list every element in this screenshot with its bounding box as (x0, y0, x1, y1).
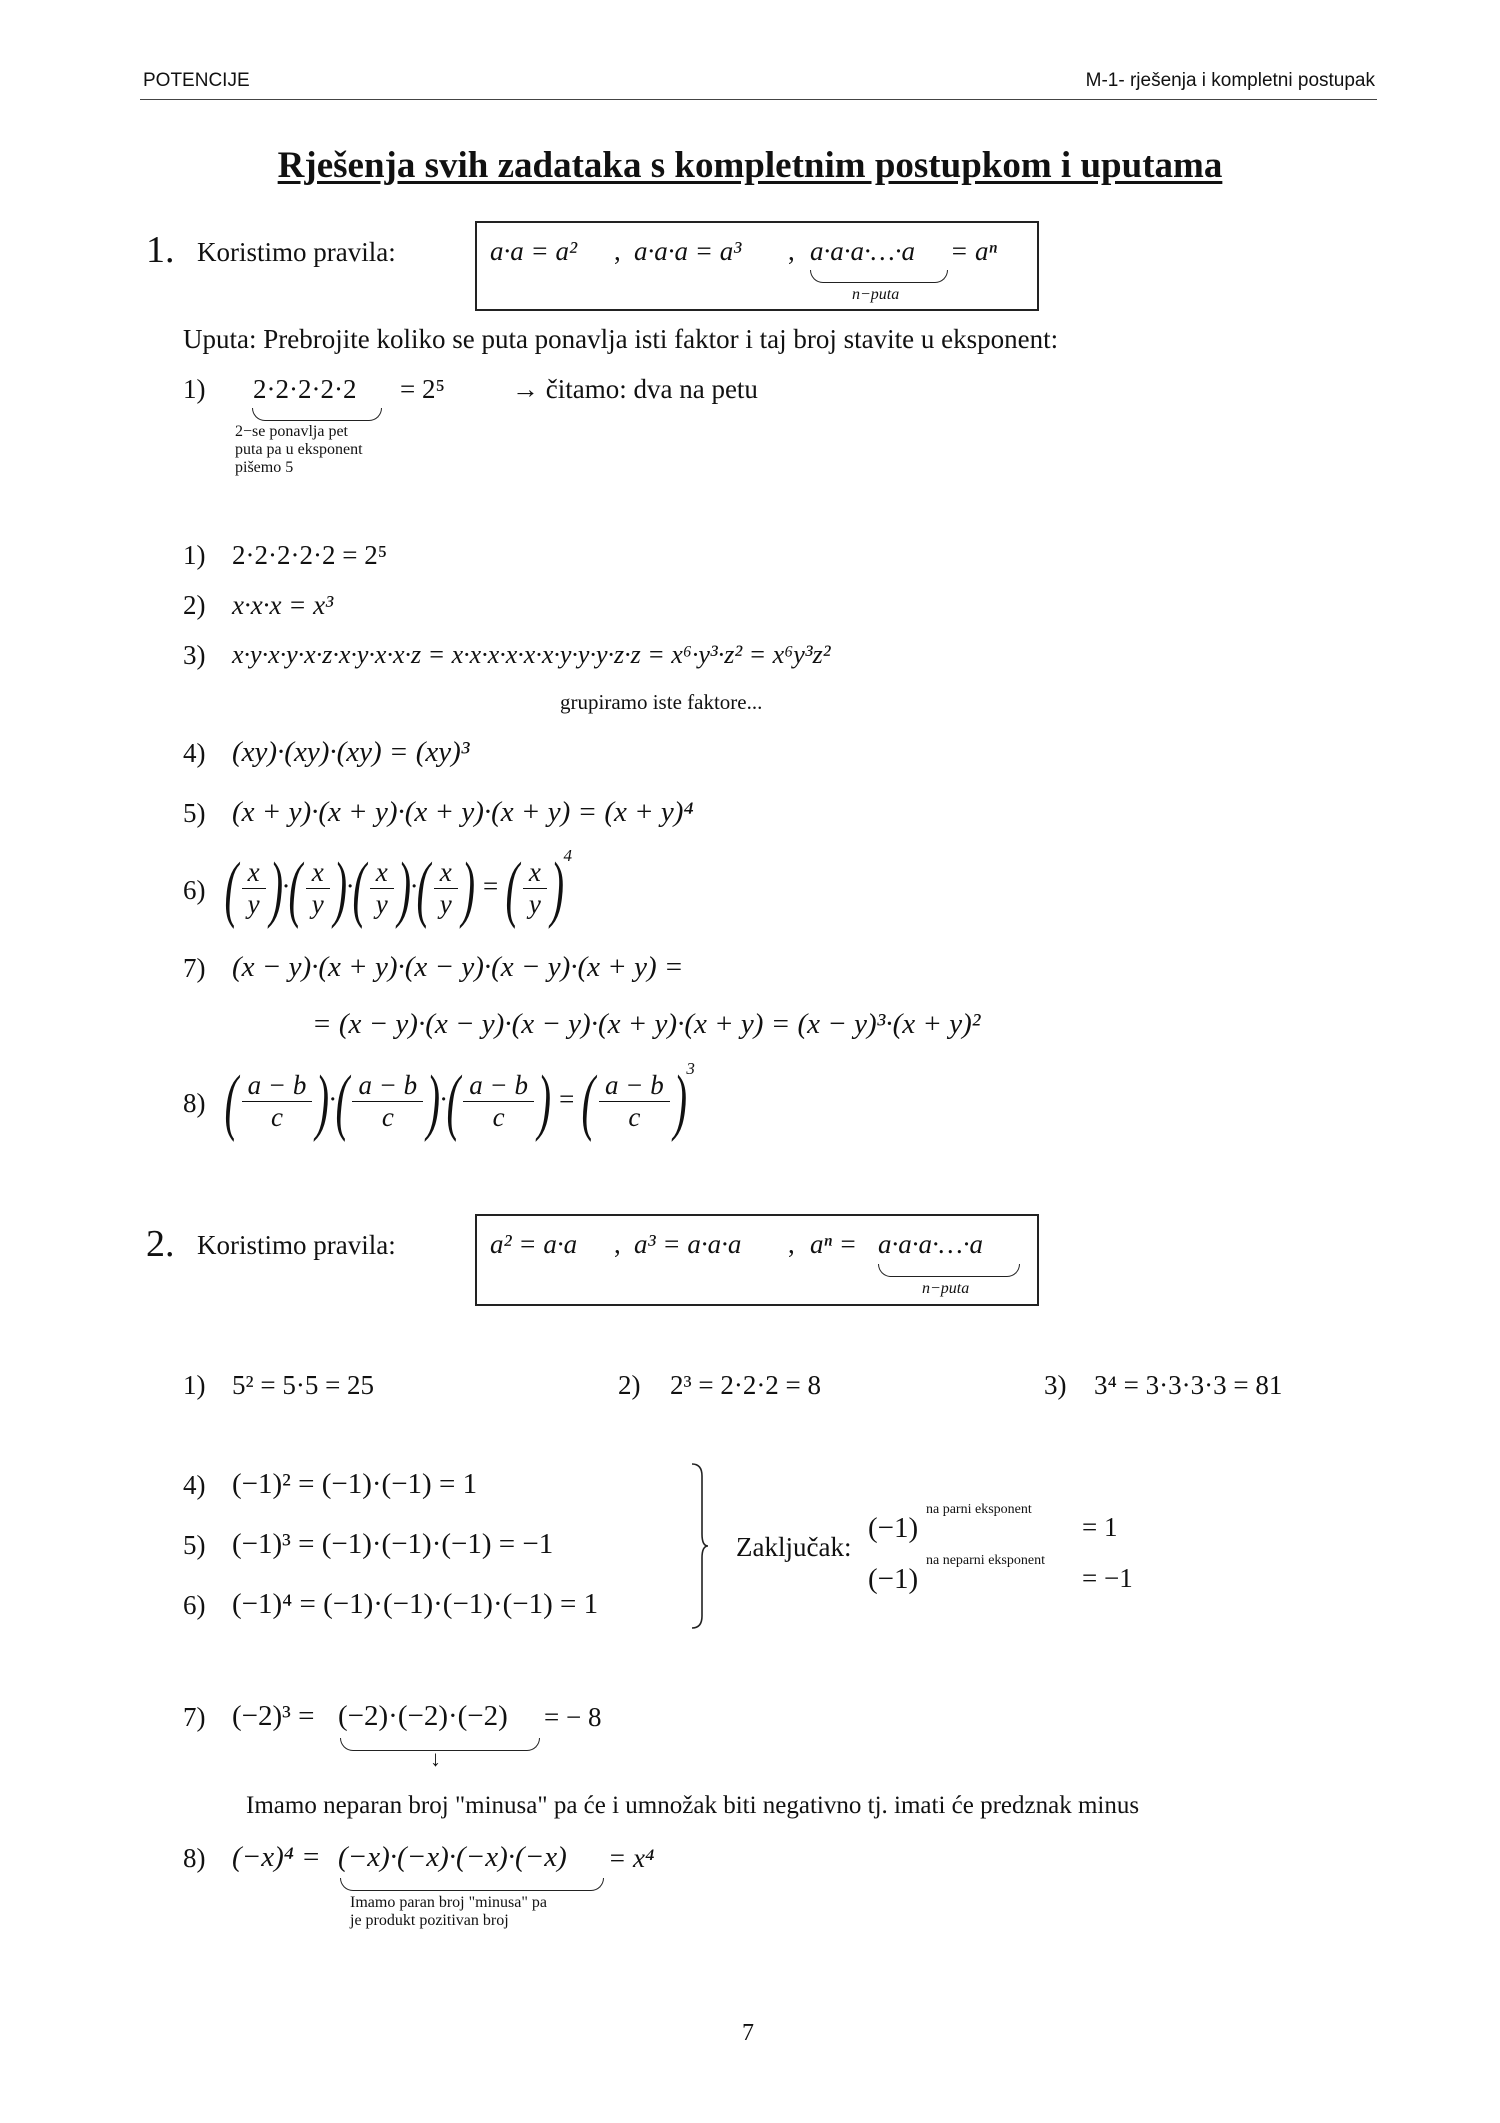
item-num: 4) (183, 1470, 206, 1500)
item-num: 5) (183, 1530, 206, 1560)
item6-expression: ( $\frac{x}{y}$ )·( $\frac{x}{y}$ )·( $\frac{x}{y}$ )·( $\frac{x}{y}$ ) = ( $\frac{x}{y}$ )$^4$ (224, 846, 572, 930)
item8-result: = x⁴ (608, 1843, 655, 1873)
item-num: 1) (183, 1370, 206, 1400)
example-reading: → čitamo: dva na petu (512, 374, 758, 404)
example-rhs: = 2⁵ (400, 374, 445, 404)
header-right: M-1- rješenja i kompletni postupak (1085, 70, 1375, 91)
section2-rule2: a³ = a·a·a (634, 1229, 742, 1259)
item7-line2: = (x − y)·(x − y)·(x − y)·(x + y)·(x + y) = (x − y)³·(x + y)² (312, 1008, 981, 1040)
section2-rule1: a² = a·a (490, 1229, 578, 1259)
section2-number: 2. (146, 1223, 175, 1265)
page-title: Rješenja svih zadataka s kompletnim postupkom i uputama (277, 145, 1223, 186)
item7-note: Imamo neparan broj "minusa" pa će i umnožak biti negativno tj. imati će predznak minus (246, 1792, 1140, 1819)
section2-rules-label: Koristimo pravila: (197, 1230, 396, 1260)
section1-brace-label: n−puta (852, 286, 900, 303)
conclusion-even-base: (−1) (868, 1512, 919, 1544)
item-expr: (x + y)·(x + y)·(x + y)·(x + y) = (x + y)⁴ (232, 796, 694, 828)
item-num: 3) (1044, 1370, 1067, 1400)
item-num: 6) (183, 1590, 206, 1620)
conclusion-label: Zaključak: (736, 1532, 852, 1562)
item7-lhs: (−2)³ = (232, 1700, 315, 1732)
conclusion-odd-result: = −1 (1082, 1563, 1133, 1593)
section2-rule3-lhs: aⁿ = (810, 1229, 857, 1259)
conclusion-even-exp: na parni eksponent (926, 1502, 1032, 1517)
down-arrow-icon: ↓ (430, 1746, 441, 1771)
section1-rule3-lhs: a·a·a·…·a (810, 236, 916, 266)
grouping-note: grupiramo iste faktore... (560, 690, 763, 714)
section1-rule2: a·a·a = a³ (634, 236, 742, 266)
item-num: 7) (183, 953, 206, 983)
item-num: 8) (183, 1088, 206, 1118)
example-num: 1) (183, 374, 206, 404)
conclusion-odd-exp: na neparni eksponent (926, 1553, 1045, 1568)
item-expr: 5² = 5·5 = 25 (232, 1370, 375, 1400)
item-num: 2) (618, 1370, 641, 1400)
item8-expression: ( $\frac{a - b}{c}$ )·( $\frac{a - b}{c}$ )·( $\frac{a - b}{c}$ ) = ( $\frac{a - b}{c}$ )$^3$ (224, 1059, 695, 1143)
item7-result: = − 8 (544, 1702, 602, 1732)
page-number: 7 (742, 2020, 754, 2046)
item-num: 2) (183, 590, 206, 620)
item8-product: (−x)·(−x)·(−x)·(−x) (338, 1841, 567, 1873)
section1-rule1: a·a = a² (490, 236, 578, 266)
item-num: 5) (183, 798, 206, 828)
conclusion-even-result: = 1 (1082, 1512, 1118, 1542)
header-rule (140, 99, 1377, 100)
conclusion-odd-base: (−1) (868, 1563, 919, 1595)
item-num: 8) (183, 1843, 206, 1873)
item-expr: (−1)⁴ = (−1)·(−1)·(−1)·(−1) = 1 (232, 1588, 599, 1620)
item-expr: 2³ = 2·2·2 = 8 (670, 1370, 822, 1400)
item-expr: (−1)³ = (−1)·(−1)·(−1) = −1 (232, 1528, 554, 1560)
underbrace (252, 408, 382, 421)
item-num: 7) (183, 1702, 206, 1732)
example-lhs: 2·2·2·2·2 (253, 374, 357, 404)
section1-rules-label: Koristimo pravila: (197, 237, 396, 267)
item7-line1: (x − y)·(x + y)·(x − y)·(x − y)·(x + y) = (232, 951, 684, 983)
right-curly-brace (690, 1462, 710, 1630)
underbrace (810, 270, 948, 283)
item-expr: (xy)·(xy)·(xy) = (xy)³ (232, 736, 470, 768)
section2-brace-label: n−puta (922, 1280, 970, 1297)
item-expr: 2·2·2·2·2 = 2⁵ (232, 540, 388, 570)
item-expr: 3⁴ = 3·3·3·3 = 81 (1094, 1370, 1283, 1400)
item-expr: x·y·x·y·x·z·x·y·x·x·z = x·x·x·x·x·x·y·y·y·z·z = x⁶·y³·z² = x⁶y³z² (232, 640, 831, 669)
example-note-3: pišemo 5 (235, 459, 294, 476)
item8-note-1: Imamo paran broj "minusa" pa (350, 1894, 548, 1911)
item-num: 4) (183, 738, 206, 768)
underbrace (340, 1878, 604, 1891)
item-expr: (−1)² = (−1)·(−1) = 1 (232, 1468, 478, 1500)
example-note-1: 2−se ponavlja pet (235, 423, 348, 440)
underbrace (878, 1264, 1020, 1277)
item7-product: (−2)·(−2)·(−2) (338, 1700, 508, 1732)
item8-note-2: je produkt pozitivan broj (350, 1912, 509, 1929)
example-note-2: puta pa u eksponent (235, 441, 363, 458)
section1-instruction: Uputa: Prebrojite koliko se puta ponavlja isti faktor i taj broj stavite u eksponent: (183, 324, 1059, 354)
section2-rule3-rhs: a·a·a·…·a (878, 1229, 984, 1259)
item-num: 6) (183, 875, 206, 905)
item-num: 1) (183, 540, 206, 570)
section1-rule3-rhs: = aⁿ (950, 236, 997, 266)
item8-lhs: (−x)⁴ = (232, 1841, 321, 1873)
item-expr: x·x·x = x³ (232, 590, 334, 620)
header-left: POTENCIJE (143, 70, 250, 91)
item-num: 3) (183, 640, 206, 670)
section1-number: 1. (146, 229, 175, 271)
